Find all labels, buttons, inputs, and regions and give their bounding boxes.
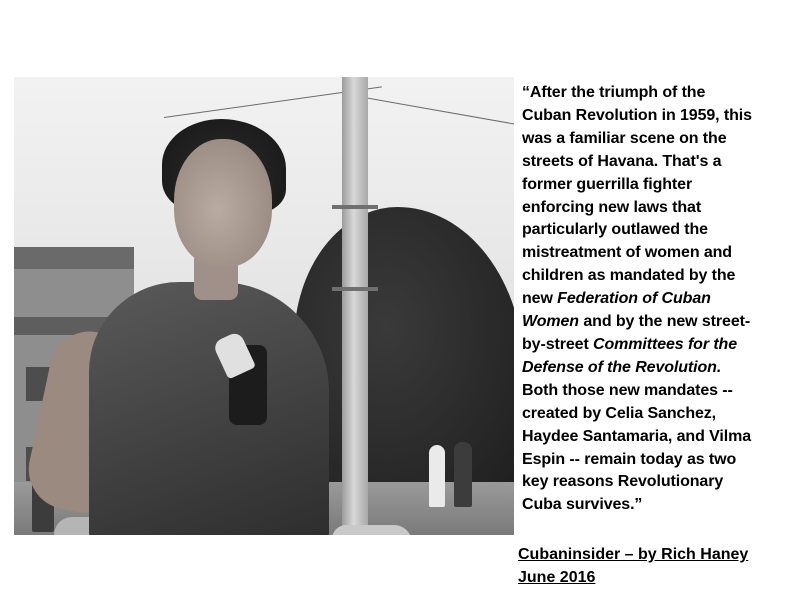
quote-line [522, 242, 794, 265]
quote-line [522, 288, 794, 311]
quote-line [522, 426, 794, 449]
woman-shirt [89, 282, 329, 535]
quote-run: and by the new street- [579, 313, 751, 331]
woman-face [174, 139, 272, 267]
quote-line [522, 265, 794, 288]
quote-line [522, 174, 794, 197]
quote-line [522, 471, 794, 494]
historical-photo [14, 77, 514, 535]
quote-run: Haydee Santamaria, and Vilma [522, 427, 752, 445]
pole-crossbar [332, 287, 378, 291]
quote-run: “After the triumph of the [522, 84, 706, 101]
quote-line [522, 151, 794, 174]
building-roof [14, 247, 134, 269]
quote-line [522, 105, 794, 128]
quote-run: mistreatment of women and [522, 244, 732, 262]
quote-run: Both those new mandates -- [522, 381, 733, 399]
credit-date-line: June 2016 [518, 569, 596, 586]
quote-line [522, 219, 794, 242]
quote-run: Cuban Revolution in 1959, this [522, 106, 752, 124]
quote-text [522, 82, 794, 517]
quote-italic-run: Women [522, 313, 579, 331]
quote-run: new [522, 290, 558, 308]
quote-run: enforcing new laws that [522, 198, 702, 216]
quote-line [522, 197, 794, 220]
credit-author-line: Cubaninsider – by Rich Haney [518, 546, 749, 563]
quote-run: created by Celia Sanchez, [522, 404, 717, 422]
quote-run: Espin -- remain today as two [522, 450, 737, 468]
quote-run: was a familiar scene on the [522, 129, 727, 147]
photo-bystander [429, 445, 445, 507]
credit-block [518, 543, 748, 589]
quote-italic-run: Defense of the Revolution. [522, 358, 722, 376]
quote-run: children as mandated by the [522, 267, 736, 285]
photo-car [332, 525, 412, 535]
quote-line [522, 311, 794, 334]
utility-pole [342, 77, 368, 535]
quote-line [522, 449, 794, 472]
quote-line [522, 357, 794, 380]
quote-run: by-street [522, 335, 594, 353]
quote-italic-run: Federation of Cuban [557, 290, 711, 308]
quote-line [522, 494, 794, 517]
quote-run: former guerrilla fighter [522, 175, 693, 193]
quote-line [522, 82, 794, 105]
quote-run: key reasons Revolutionary [522, 473, 724, 491]
pole-crossbar [332, 205, 378, 209]
quote-line [522, 380, 794, 403]
quote-line [522, 403, 794, 426]
quote-line [522, 128, 794, 151]
quote-run: Cuba survives.” [522, 496, 643, 514]
quote-line [522, 334, 794, 357]
quote-run: streets of Havana. That's a [522, 152, 722, 170]
quote-run: particularly outlawed the [522, 221, 708, 239]
quote-italic-run: Committees for the [593, 335, 738, 353]
photo-bystander [454, 442, 472, 507]
